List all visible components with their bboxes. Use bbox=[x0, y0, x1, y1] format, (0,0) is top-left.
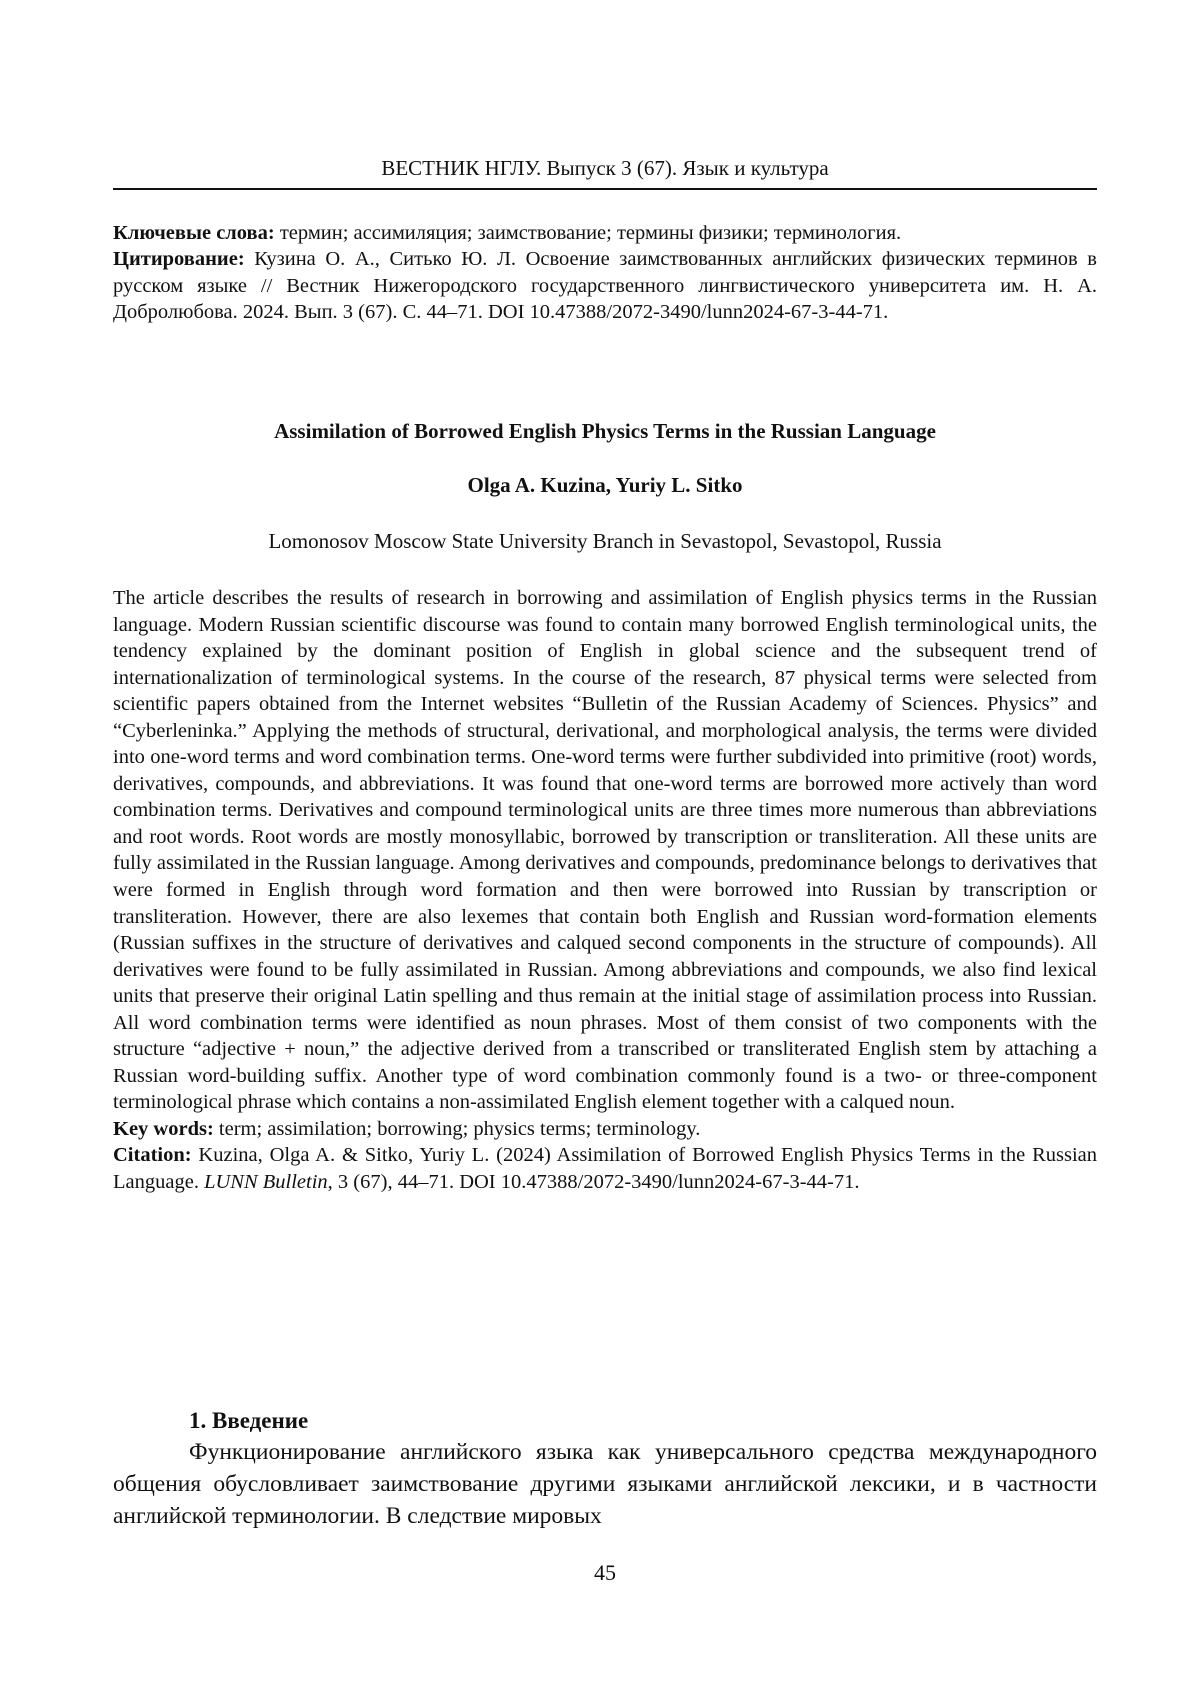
page-number: 45 bbox=[594, 1560, 616, 1585]
section-heading: 1. Введение bbox=[189, 1408, 309, 1433]
russian-citation bbox=[113, 246, 1097, 325]
introduction-body bbox=[113, 1436, 1097, 1532]
header-rule bbox=[113, 188, 1097, 190]
russian-keywords bbox=[113, 220, 1097, 246]
english-citation-journal: LUNN Bulletin bbox=[204, 1171, 328, 1194]
russian-citation-text: Кузина О. А., Ситько Ю. Л. Освоение заимствованных английских физических терминов в русском языке // Вестник Нижегородского государственного лингвистического университета им. Н. А. Добролюбова. 2024. Вып. 3 (67). С. 44–71. DOI 10.47388/2072-3490/lunn2024-67-3-44-71. bbox=[113, 248, 1097, 323]
russian-metadata bbox=[113, 220, 1097, 325]
english-keywords-label: Key words: bbox=[113, 1117, 214, 1140]
running-header: ВЕСТНИК НГЛУ. Выпуск 3 (67). Язык и культура bbox=[381, 156, 829, 180]
english-keywords bbox=[113, 1116, 1097, 1143]
english-title: Assimilation of Borrowed English Physics Terms in the Russian Language bbox=[274, 419, 936, 443]
english-citation-text-1: Kuzina, Olga A. & Sitko, Yuriy L. (2024) Assimilation of Borrowed English Physics Terms in the Russian Language. bbox=[113, 1144, 1097, 1194]
abstract-text: The article describes the results of research in borrowing and assimilation of English physics terms in the Russian language. Modern Russian scientific discourse was found to contain many borrowed English terminological units, the tendency explained by the dominant position of English in global science and the subsequent trend of internationalization of terminological systems. In the course of the research, 87 physical terms were selected from scientific papers obtained from the Internet websites “Bulletin of the Russian Academy of Sciences. Physics” and “Cyberleninka.” Applying the methods of structural, derivational, and morphological analysis, the terms were divided into one-word terms and word combination terms. One-word terms were further subdivided into primitive (root) words, derivatives, compounds, and abbreviations. It was found that one-word terms are borrowed more actively than word combination terms. Derivatives and compound terminological units are three times more numerous than abbreviations and root words. Root words are mostly monosyllabic, borrowed by transcription or transliteration. All these units are fully assimilated in the Russian language. Among derivatives and compounds, predominance belongs to derivatives that were formed in English through word formation and then were borrowed into Russian by transcription or transliteration. However, there are also lexemes that contain both English and Russian word-formation elements (Russian suffixes in the structure of derivatives and calqued second components in the structure of compounds). All derivatives were found to be fully assimilated in Russian. Among abbreviations and compounds, we also find lexical units that preserve their original Latin spelling and thus remain at the initial stage of assimilation process into Russian. All word combination terms were identified as noun phrases. Most of them consist of two components with the structure “adjective + noun,” the adjective derived from a transcribed or transliterated English stem by attaching a Russian word-building suffix. Another type of word combination commonly found is a two- or three-component terminological phrase which contains a non-assimilated English element together with a calqued noun. bbox=[113, 587, 1097, 1114]
russian-keywords-label: Ключевые слова: bbox=[113, 222, 275, 244]
english-authors: Olga A. Kuzina, Yuriy L. Sitko bbox=[467, 473, 743, 497]
english-citation-text-2: , 3 (67), 44–71. DOI 10.47388/2072-3490/lunn2024-67-3-44-71. bbox=[327, 1171, 860, 1194]
english-keywords-text: term; assimilation; borrowing; physics terms; terminology. bbox=[213, 1117, 701, 1140]
russian-keywords-text: термин; ассимиляция; заимствование; термины физики; терминология. bbox=[274, 222, 902, 244]
introduction-paragraph: Функционирование английского языка как универсального средства международного общения обусловливает заимствование другими языками английской лексики, и в частности английской терминологии. В следствие мировых bbox=[113, 1439, 1097, 1529]
russian-citation-label: Цитирование: bbox=[113, 248, 245, 271]
english-citation-label: Citation: bbox=[113, 1144, 192, 1167]
english-affiliation: Lomonosov Moscow State University Branch in Sevastopol, Sevastopol, Russia bbox=[268, 529, 942, 553]
english-abstract bbox=[113, 585, 1097, 1196]
english-citation bbox=[113, 1142, 1097, 1195]
